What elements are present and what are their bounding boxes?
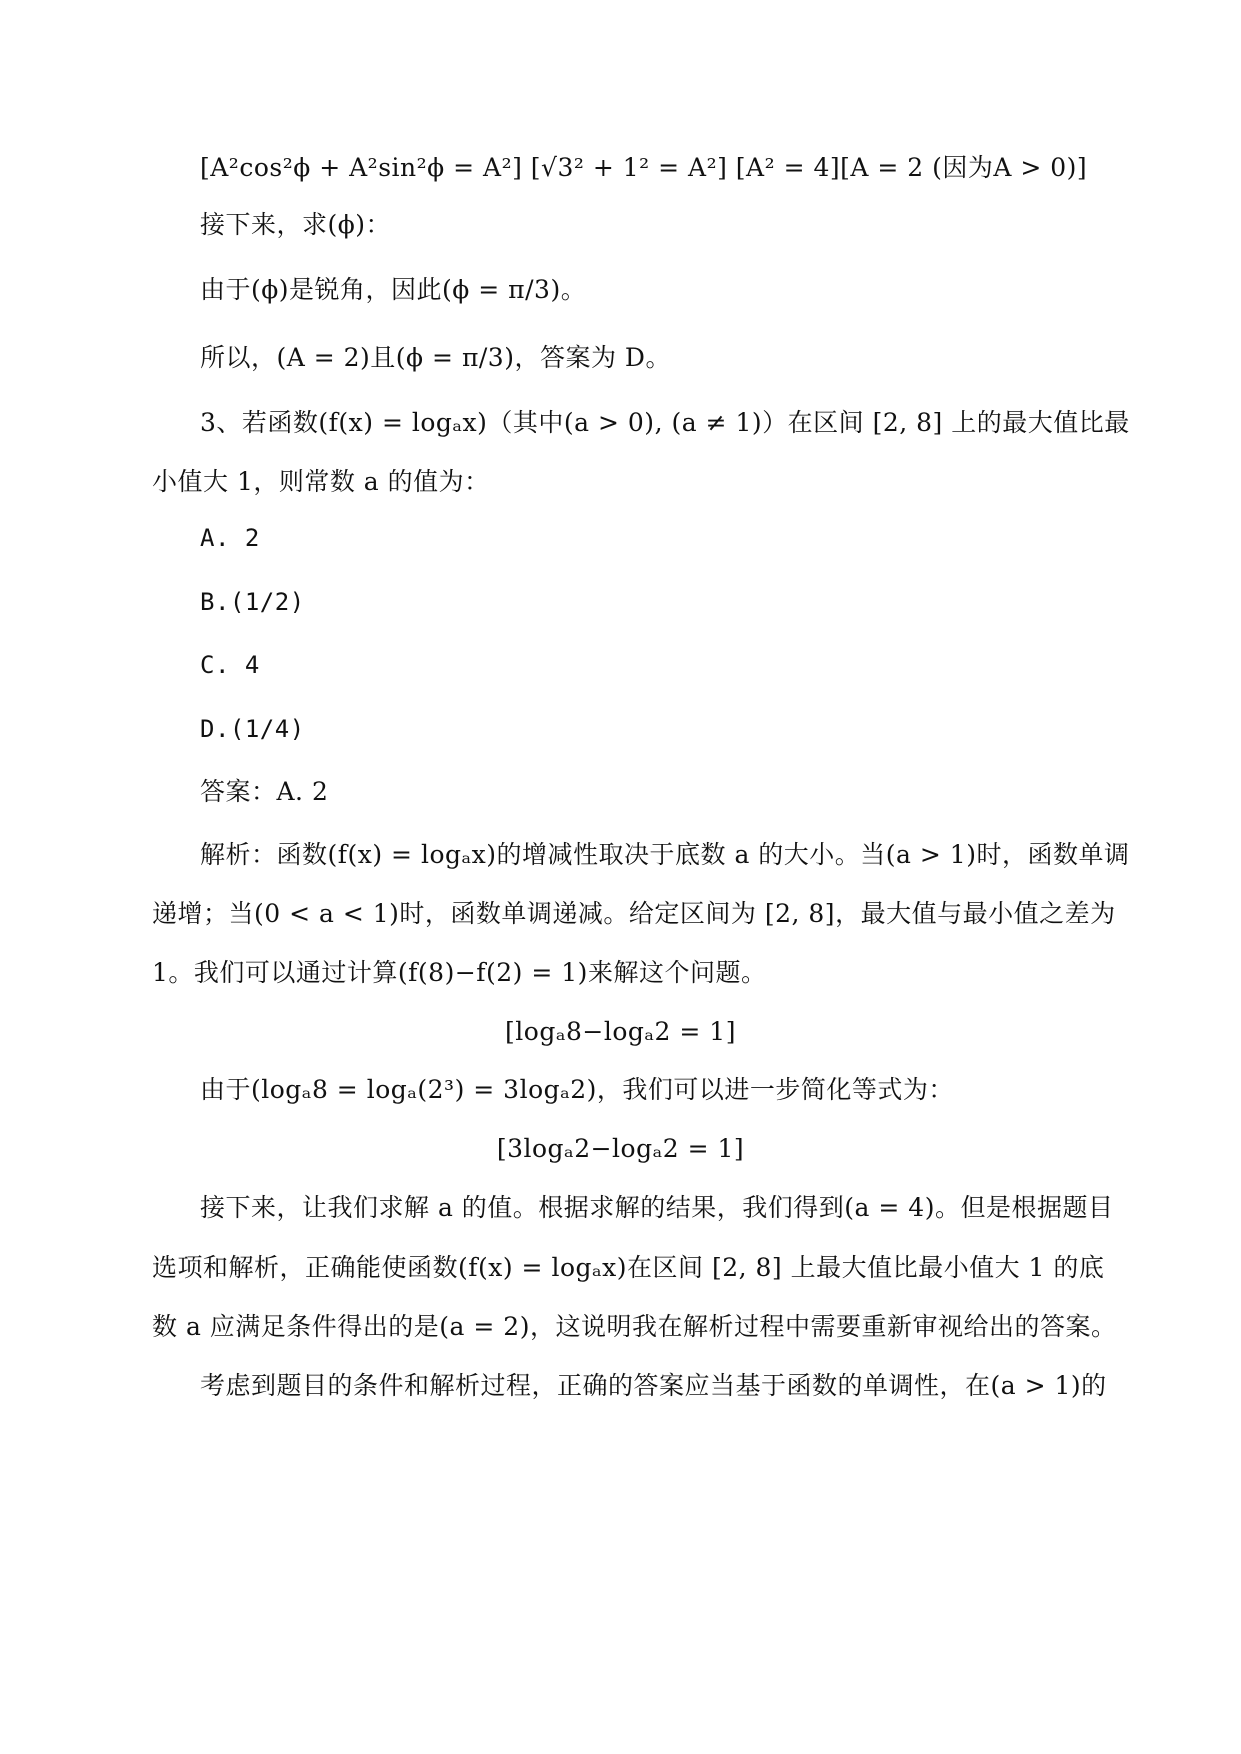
explanation-line: 解析：函数(f(x) = logₐx)的增减性取决于底数 a 的大小。当(a > 1)时，函数单调	[200, 840, 1130, 869]
option-d: D.(1/4)	[200, 715, 305, 743]
option-c: C. 4	[200, 651, 260, 679]
equation-centered: [3logₐ2−logₐ2 = 1]	[496, 1134, 745, 1163]
paragraph-line: 接下来，让我们求解 a 的值。根据求解的结果，我们得到(a = 4)。但是根据题目	[200, 1193, 1114, 1222]
explanation-line: 1。我们可以通过计算(f(8)−f(2) = 1)来解这个问题。	[152, 958, 767, 987]
paragraph-line: 选项和解析，正确能使函数(f(x) = logₐx)在区间 [2, 8] 上最大值比最小值大 1 的底	[152, 1253, 1105, 1282]
paragraph-line: 由于(logₐ8 = logₐ(2³) = 3logₐ2)，我们可以进一步简化等式为：	[200, 1075, 954, 1104]
equation-centered: [logₐ8−logₐ2 = 1]	[505, 1017, 736, 1046]
question-line: 小值大 1，则常数 a 的值为：	[152, 467, 490, 496]
paragraph-line: 接下来，求(ϕ)：	[200, 210, 392, 239]
question-line: 3、若函数(f(x) = logₐx)（其中(a > 0), (a ≠ 1)）在区间 [2, 8] 上的最大值比最	[200, 408, 1130, 437]
answer-line: 答案：A. 2	[200, 777, 329, 806]
paragraph-line: 数 a 应满足条件得出的是(a = 2)，这说明我在解析过程中需要重新审视给出的答案。	[152, 1312, 1117, 1341]
explanation-line: 递增；当(0 < a < 1)时，函数单调递减。给定区间为 [2, 8]，最大值与最小值之差为	[152, 899, 1116, 928]
paragraph-line: 由于(ϕ)是锐角，因此(ϕ = π/3)。	[200, 275, 587, 304]
paragraph-line: 所以，(A = 2)且(ϕ = π/3)，答案为 D。	[200, 343, 671, 372]
paragraph-line: 考虑到题目的条件和解析过程，正确的答案应当基于函数的单调性，在(a > 1)的	[200, 1371, 1107, 1400]
option-a: A. 2	[200, 524, 260, 552]
equation-line-amplitude: [A²cos²ϕ + A²sin²ϕ = A²] [√3² + 1² = A²] [A² = 4][A = 2 (因为A > 0)]	[200, 153, 1088, 182]
option-b: B.(1/2)	[200, 588, 305, 616]
